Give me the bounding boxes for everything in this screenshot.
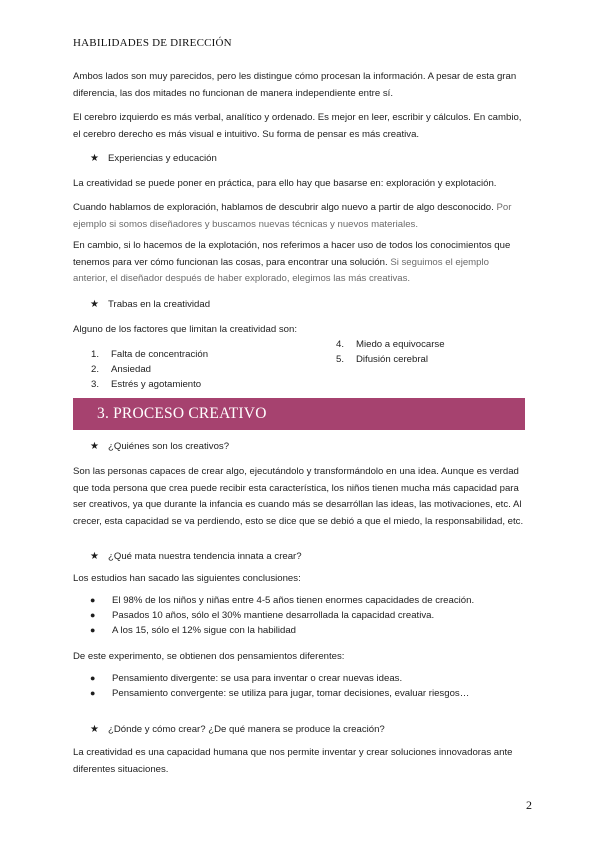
- bullet-icon: ●: [90, 688, 96, 698]
- bullet-icon: ●: [90, 610, 96, 620]
- paragraph-creativity-practice: La creatividad se puede poner en práctica, para ello hay que basarse en: exploración y explotación.: [73, 178, 497, 189]
- paragraph-brain-sides: Ambos lados son muy parecidos, pero les distingue cómo procesan la información. A pesar de esta gran diferencia, las dos mitades no funcionan de manera independiente entre sí.: [73, 71, 517, 99]
- bullet-icon: ●: [90, 625, 96, 635]
- paragraph-brain-hemispheres: El cerebro izquierdo es más verbal, analítico y ordenado. Es mejor en leer, escribir y cálculos. En cambio, el cerebro derecho es más visual e intuitivo. Su forma de pensar es más creativa.: [73, 112, 522, 140]
- heading-text: Experiencias y educación: [108, 153, 217, 164]
- paragraph-creativity-definition: La creatividad es una capacidad humana que nos permite inventar y crear soluciones innovadoras ante diferentes situaciones.: [73, 747, 513, 775]
- page-header: HABILIDADES DE DIRECCIÓN: [73, 37, 232, 49]
- factors-list-right: [336, 337, 445, 367]
- exploitation-example: Si seguimos el ejemplo anterior, el diseñador después de haber explorado, elegimos las más creativas.: [73, 256, 489, 284]
- paragraph-creative-people: Son las personas capaces de crear algo, ejecutándolo y transformándolo en una idea. Aunque es verdad que toda persona que crea puede recibir esta característica, los niños tienen mucha más capacidad para ser creativos, ya que durante la infancia es cuando más se desarróllan las ideas, las motivaciones, etc. Al crecer, esta capacidad se va perdiendo, esto se dice que se debió a que el miedo, la responsabilidad, etc.: [73, 466, 524, 527]
- heading-quienes: [90, 440, 229, 454]
- heading-text: ¿Qué mata nuestra tendencia innata a crear?: [108, 551, 302, 562]
- exploration-example: Por ejemplo si somos diseñadores y buscamos nuevas técnicas y nuevos materiales.: [73, 202, 512, 230]
- list-item: ● A los 15, sólo el 12% sigue con la habilidad: [90, 625, 297, 636]
- page-number: 2: [526, 798, 532, 812]
- factors-list-left: [91, 347, 208, 392]
- paragraph-exploration: [73, 200, 525, 233]
- bullet-icon: ●: [90, 673, 96, 683]
- heading-text: Trabas en la creatividad: [108, 299, 211, 310]
- paragraph-exploitation: [73, 238, 525, 288]
- thoughts-list: [90, 671, 469, 701]
- exploitation-text: En cambio, si lo hacemos de la explotación, nos referimos a hacer uso de todos los conocimientos que tenemos para ver cómo funcionan las cosas, para encontrar una solución.: [73, 240, 511, 268]
- paragraph-factors-intro: Alguno de los factores que limitan la creatividad son:: [73, 324, 297, 335]
- list-item: ● Pasados 10 años, sólo el 30% mantiene desarrollada la capacidad creativa.: [90, 610, 435, 621]
- list-item: 4. Miedo a equivocarse: [336, 339, 445, 350]
- star-icon: ★: [90, 441, 99, 452]
- paragraph-studies: Los estudios han sacado las siguientes conclusiones:: [73, 573, 301, 584]
- heading-experiencias: [90, 152, 217, 166]
- section-banner: [73, 398, 525, 430]
- bullet-icon: ●: [90, 595, 96, 605]
- heading-donde-como: [90, 723, 385, 737]
- heading-que-mata: [90, 550, 302, 564]
- heading-text: ¿Dónde y cómo crear? ¿De qué manera se produce la creación?: [108, 724, 385, 735]
- conclusions-list: [90, 593, 474, 638]
- star-icon: ★: [90, 551, 99, 562]
- list-item: ● Pensamiento divergente: se usa para inventar o crear nuevas ideas.: [90, 673, 403, 684]
- list-item: 1. Falta de concentración: [91, 349, 209, 360]
- paragraph-experiment: De este experimento, se obtienen dos pensamientos diferentes:: [73, 651, 345, 662]
- list-item: 3. Estrés y agotamiento: [91, 379, 202, 390]
- list-item: 2. Ansiedad: [91, 364, 152, 375]
- list-item: ● El 98% de los niños y niñas entre 4-5 años tienen enormes capacidades de creación.: [90, 595, 475, 606]
- heading-trabas: [90, 298, 210, 312]
- list-item: 5. Difusión cerebral: [336, 354, 428, 365]
- section-title: 3. PROCESO CREATIVO: [97, 405, 267, 422]
- star-icon: ★: [90, 153, 99, 164]
- star-icon: ★: [90, 299, 99, 310]
- star-icon: ★: [90, 724, 99, 735]
- heading-text: ¿Quiénes son los creativos?: [108, 441, 230, 452]
- exploration-text: Cuando hablamos de exploración, hablamos de descubrir algo nuevo a partir de algo desconocido.: [73, 202, 494, 213]
- list-item: ● Pensamiento convergente: se utiliza para jugar, tomar decisiones, evaluar riesgos…: [90, 688, 470, 699]
